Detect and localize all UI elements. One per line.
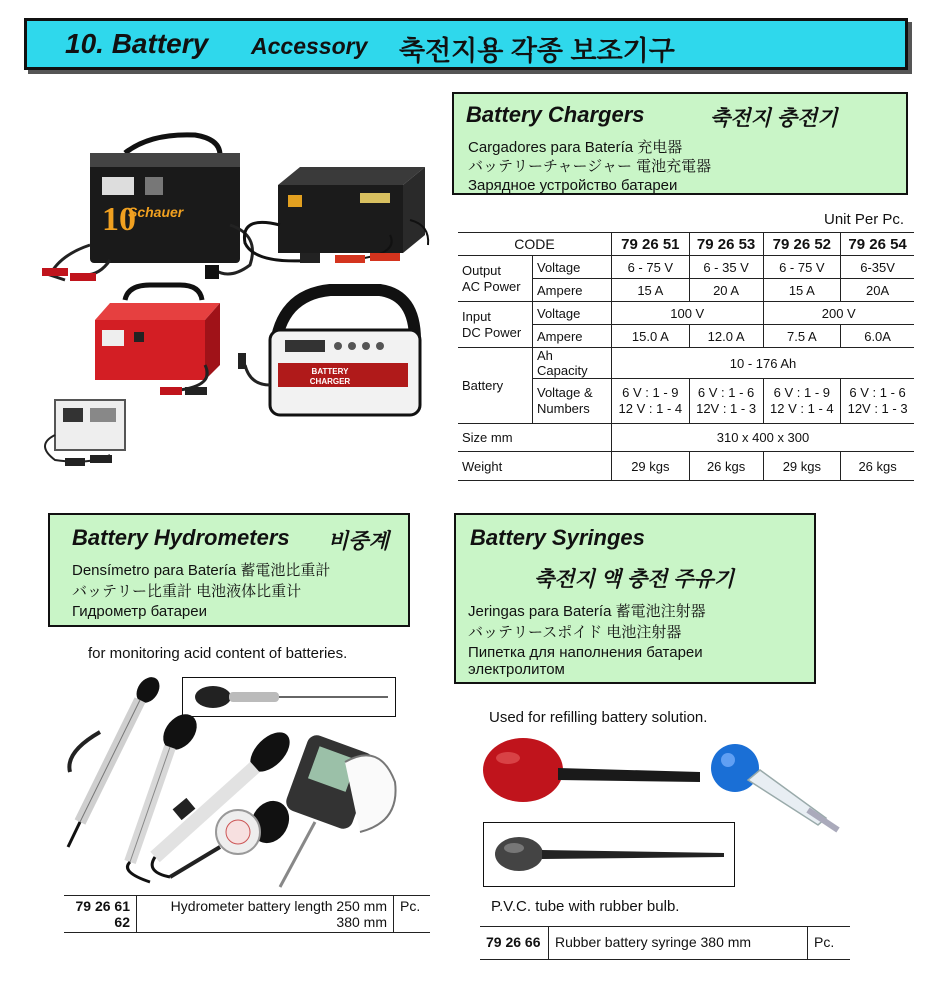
size-label: Size mm — [458, 424, 612, 452]
hydrometers-title-korean: 비중계 — [328, 530, 389, 553]
weight-label: Weight — [458, 452, 612, 481]
table-row — [458, 302, 914, 325]
table-cell: 20 A — [689, 279, 763, 302]
syringes-line-3: Пипетка для наполнения батареи — [468, 644, 703, 661]
table-cell: 20A — [841, 279, 914, 302]
chargers-line-2: バッテリーチャージャー 電池充電器 — [468, 158, 712, 175]
product-code: 79 26 61 62 — [64, 896, 137, 933]
hydrometers-title: Battery Hydrometers — [72, 525, 290, 550]
product-description: Hydrometer battery length 250 mm 380 mm — [137, 896, 394, 933]
table-cell: 6-35V — [841, 256, 914, 279]
syringes-line-2: バッテリースポイド 电池注射器 — [468, 624, 682, 641]
table-row — [458, 348, 914, 379]
table-cell: 12.0 A — [689, 325, 763, 348]
ampere-label: Ampere — [533, 325, 612, 348]
table-cell: 100 V — [612, 302, 764, 325]
table-cell: 310 x 400 x 300 — [612, 424, 915, 452]
table-cell: 6 V : 1 - 6 12V : 1 - 3 — [689, 379, 763, 424]
section-korean-title: 축전지용 각종 보조기구 — [399, 36, 675, 66]
chargers-line-3: Зарядное устройство батареи — [468, 177, 678, 194]
code-header: CODE — [458, 233, 612, 256]
table-cell: 6 - 35 V — [689, 256, 763, 279]
charger-images — [30, 125, 450, 485]
hydrometers-usage: for monitoring acid content of batteries. — [88, 645, 348, 662]
product-unit: Pc. — [394, 896, 431, 933]
code-cell: 79 26 52 — [763, 233, 841, 256]
table-cell: 26 kgs — [689, 452, 763, 481]
chargers-info-box — [452, 92, 908, 195]
table-cell: 29 kgs — [612, 452, 690, 481]
hydrometer-images — [60, 672, 420, 892]
syringes-line-1: Jeringas para Batería 蓄電池注射器 — [468, 603, 706, 620]
syringes-note: P.V.C. tube with rubber bulb. — [491, 898, 680, 915]
svg-text:10: 10 — [102, 201, 136, 238]
charger-image-4 — [238, 290, 420, 415]
table-cell: 10 - 176 Ah — [612, 348, 915, 379]
table-row — [458, 256, 914, 279]
section-title: 10. Battery — [65, 28, 209, 59]
unit-label: Unit Per Pc. — [824, 211, 905, 228]
output-label: Output AC Power — [458, 256, 533, 302]
table-cell: 6 V : 1 - 9 12 V : 1 - 4 — [612, 379, 690, 424]
voltage-label: Voltage — [533, 302, 612, 325]
chargers-title-korean: 축전지 충전기 — [710, 107, 838, 130]
digital-hydrometer — [280, 732, 396, 887]
table-cell: 6 - 75 V — [612, 256, 690, 279]
product-unit: Pc. — [808, 927, 851, 960]
charger-image-3 — [95, 285, 220, 395]
ah-capacity-label: Ah Capacity — [533, 348, 612, 379]
hydrometers-line-3: Гидрометр батареи — [72, 603, 207, 620]
charger-spec-table — [458, 232, 914, 481]
table-row — [458, 424, 914, 452]
charger-label-1: BATTERY — [311, 367, 349, 376]
table-cell: 6.0A — [841, 325, 914, 348]
table-cell: 6 V : 1 - 9 12 V : 1 - 4 — [763, 379, 841, 424]
input-label: Input DC Power — [458, 302, 533, 348]
table-cell: 15 A — [763, 279, 841, 302]
code-cell: 79 26 51 — [612, 233, 690, 256]
syringe-product-table — [480, 926, 850, 960]
syringes-title: Battery Syringes — [470, 525, 645, 550]
table-cell: 29 kgs — [763, 452, 841, 481]
table-cell: 6 V : 1 - 6 12V : 1 - 3 — [841, 379, 914, 424]
syringes-usage: Used for refilling battery solution. — [489, 709, 708, 726]
voltage-label: Voltage — [533, 256, 612, 279]
hydrometer-product-table — [64, 895, 430, 933]
battery-label: Battery — [458, 348, 533, 424]
code-cell: 79 26 53 — [689, 233, 763, 256]
code-cell: 79 26 54 — [841, 233, 914, 256]
section-subtitle: Accessory — [251, 33, 368, 59]
section-header — [24, 18, 908, 70]
voltage-numbers-label: Voltage & Numbers — [533, 379, 612, 424]
syringes-info-box — [454, 513, 816, 684]
syringes-line-4: электролитом — [468, 661, 565, 678]
table-cell: 7.5 A — [763, 325, 841, 348]
blue-bulb-syringe — [711, 744, 838, 830]
product-code: 79 26 66 — [480, 927, 549, 960]
hydrometers-line-1: Densímetro para Batería 蓄電池比重計 — [72, 562, 331, 579]
table-row — [64, 896, 430, 933]
table-row — [458, 452, 914, 481]
red-bulb-syringe — [483, 738, 700, 802]
charger-label-2: CHARGER — [309, 377, 351, 386]
ampere-label: Ampere — [533, 279, 612, 302]
charger-image-2 — [244, 167, 428, 263]
table-row — [480, 927, 850, 960]
hydrometers-line-2: バッテリー比重計 电池液体比重计 — [72, 583, 302, 600]
syringes-title-korean: 축전지 액 충전 주유기 — [534, 568, 735, 591]
rubber-syringe-thumbnail — [484, 823, 734, 886]
hydrometers-info-box — [48, 513, 410, 627]
charger-image-1 — [42, 135, 253, 281]
table-cell: 15.0 A — [612, 325, 690, 348]
table-cell: 15 A — [612, 279, 690, 302]
table-cell: 6 - 75 V — [763, 256, 841, 279]
table-cell: 26 kgs — [841, 452, 914, 481]
table-cell: 200 V — [763, 302, 914, 325]
product-description: Rubber battery syringe 380 mm — [549, 927, 808, 960]
table-row — [458, 233, 914, 256]
rubber-syringe-frame-image — [483, 822, 735, 887]
brand-label: Schauer — [128, 204, 184, 220]
chargers-line-1: Cargadores para Batería 充电器 — [468, 139, 683, 156]
charger-image-5 — [45, 400, 125, 466]
chargers-title: Battery Chargers — [466, 102, 645, 127]
